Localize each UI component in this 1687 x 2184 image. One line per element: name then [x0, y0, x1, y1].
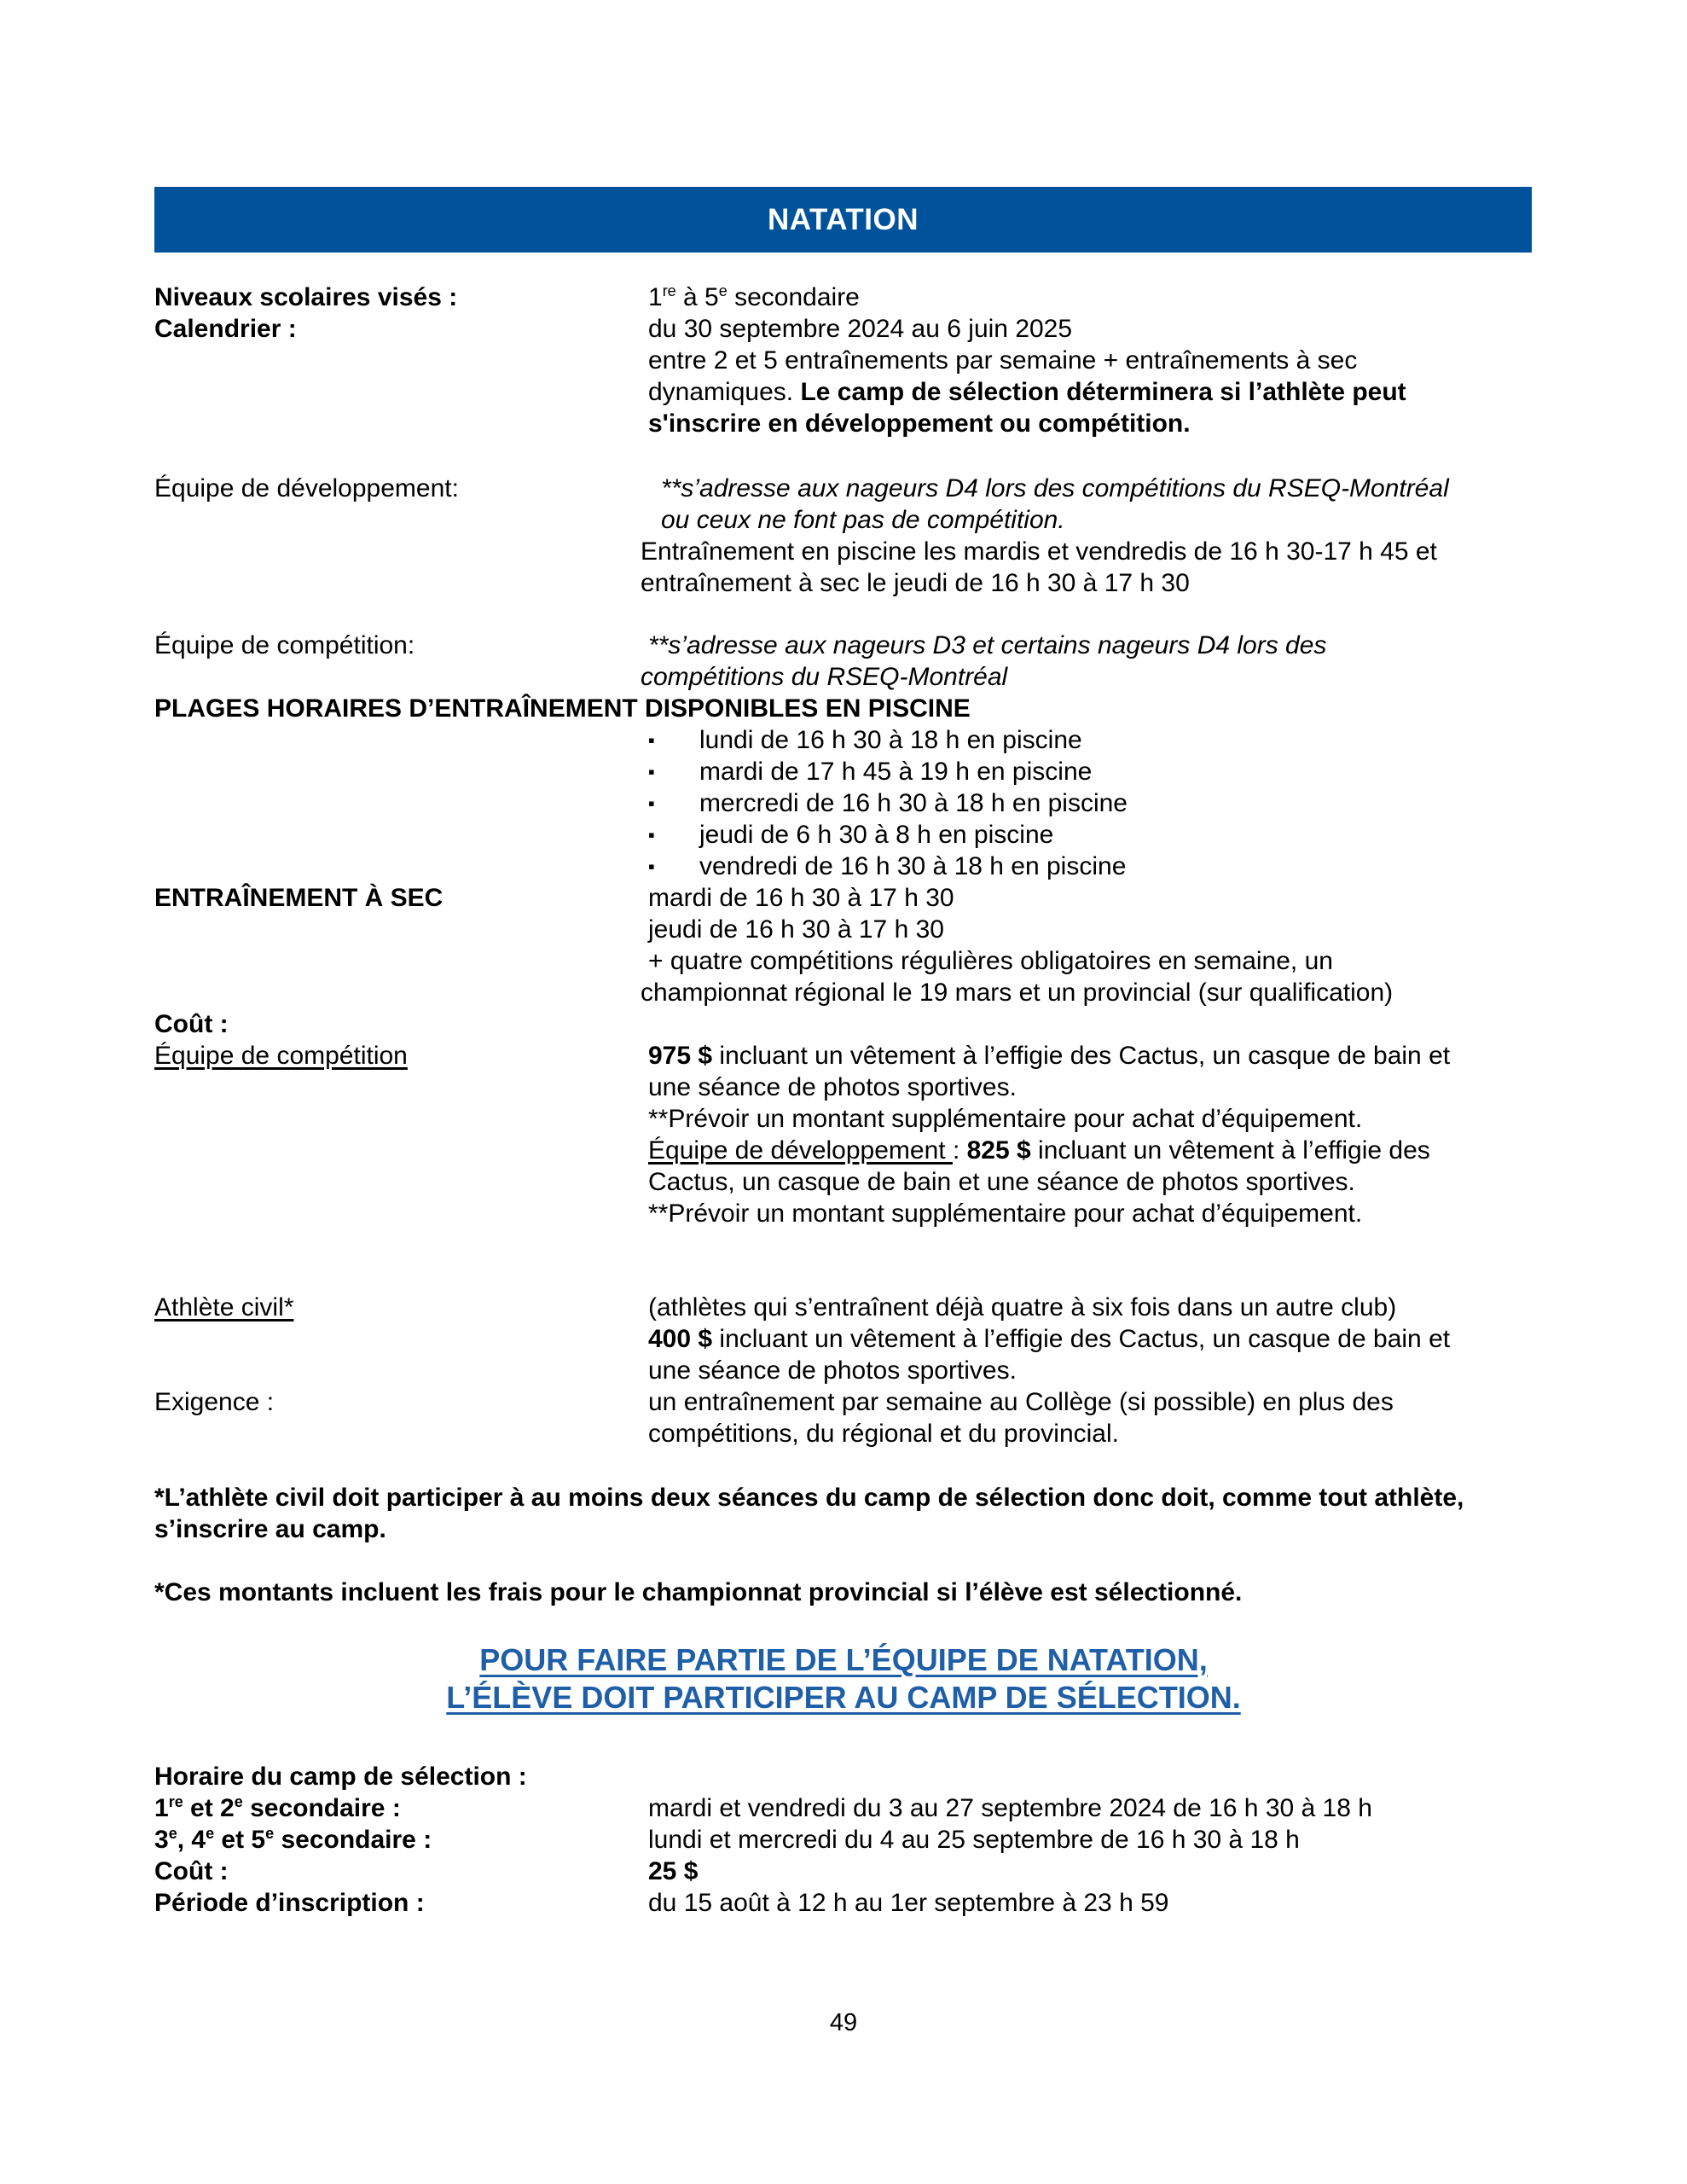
cta-line: POUR FAIRE PARTIE DE L’ÉQUIPE DE NATATION, [479, 1642, 1208, 1677]
civil-line: 400 $ incluant un vêtement à l’effigie des Cactus, un casque de bain et [648, 1325, 1451, 1353]
list-item: jeudi de 6 h 30 à 8 h en piscine [699, 821, 1054, 849]
cta-line: L’ÉLÈVE DOIT PARTICIPER AU CAMP DE SÉLECTION. [446, 1680, 1241, 1715]
civil-line: (athlètes qui s’entraînent déjà quatre à six fois dans un autre club) [648, 1293, 1397, 1321]
cout-competition-label: Équipe de compétition [154, 1042, 408, 1070]
camp-period-label: Période d’inscription : [154, 1889, 425, 1917]
note-civil: *L’athlète civil doit participer à au moins deux séances du camp de sélection donc doit, comme tout athlète, [154, 1484, 1464, 1512]
calendrier-line: entre 2 et 5 entraînements par semaine + entraînements à sec [648, 346, 1358, 375]
plages-heading: PLAGES HORAIRES D’ENTRAÎNEMENT DISPONIBLES EN PISCINE [154, 694, 971, 723]
bullet-icon: ▪ [648, 793, 655, 814]
calendrier-line: s'inscrire en développement ou compétition. [648, 410, 1191, 438]
competition-desc: compétitions du RSEQ-Montréal [641, 663, 1008, 691]
cout-developpement-line: Équipe de développement : 825 $ incluant un vêtement à l’effigie des [648, 1136, 1430, 1165]
cout-competition-line: une séance de photos sportives. [648, 1073, 1017, 1101]
developpement-desc: entraînement à sec le jeudi de 16 h 30 à 17 h 30 [641, 569, 1190, 597]
exigence-line: compétitions, du régional et du provincial. [648, 1420, 1119, 1448]
list-item: mardi de 17 h 45 à 19 h en piscine [699, 758, 1093, 786]
list-item: mercredi de 16 h 30 à 18 h en piscine [699, 789, 1128, 817]
exigence-line: un entraînement par semaine au Collège (si possible) en plus des [648, 1388, 1394, 1416]
calendrier-dates: du 30 septembre 2024 au 6 juin 2025 [648, 315, 1073, 343]
exigence-label: Exigence : [154, 1388, 275, 1416]
developpement-desc: ou ceux ne font pas de compétition. [661, 506, 1065, 534]
camp-period-value: du 15 août à 12 h au 1er septembre à 23 h 59 [648, 1889, 1169, 1917]
bullet-icon: ▪ [648, 856, 655, 877]
sec-line: championnat régional le 19 mars et un provincial (sur qualification) [641, 979, 1394, 1007]
cout-developpement-note: **Prévoir un montant supplémentaire pour achat d’équipement. [648, 1199, 1363, 1228]
developpement-desc: Entraînement en piscine les mardis et vendredis de 16 h 30-17 h 45 et [641, 537, 1437, 566]
competition-desc: **s’adresse aux nageurs D3 et certains nageurs D4 lors des [648, 631, 1327, 659]
competition-label: Équipe de compétition: [154, 631, 415, 659]
camp-heading: Horaire du camp de sélection : [154, 1763, 527, 1791]
developpement-desc: **s’adresse aux nageurs D4 lors des compétitions du RSEQ-Montréal [661, 474, 1449, 502]
sec-heading: ENTRAÎNEMENT À SEC [154, 884, 443, 912]
page-number: 49 [829, 2009, 858, 2036]
bullet-icon: ▪ [648, 824, 655, 845]
cout-competition-note: **Prévoir un montant supplémentaire pour achat d’équipement. [648, 1105, 1363, 1133]
civil-label: Athlète civil* [154, 1293, 294, 1321]
camp-row-label: 3e, 4e et 5e secondaire : [154, 1825, 432, 1854]
section-banner [154, 187, 1532, 253]
camp-cost-value: 25 $ [648, 1857, 699, 1885]
cout-label: Coût : [154, 1010, 229, 1038]
developpement-label: Équipe de développement: [154, 474, 459, 502]
list-item: vendredi de 16 h 30 à 18 h en piscine [699, 852, 1127, 880]
bullet-icon: ▪ [648, 761, 655, 782]
calendrier-line: dynamiques. Le camp de sélection déterminera si l’athlète peut [648, 378, 1406, 406]
niveaux-label: Niveaux scolaires visés : [154, 283, 458, 311]
sec-line: + quatre compétitions régulières obligatoires en semaine, un [648, 947, 1333, 975]
sec-line: jeudi de 16 h 30 à 17 h 30 [648, 915, 944, 944]
bullet-icon: ▪ [648, 729, 655, 751]
camp-row-value: mardi et vendredi du 3 au 27 septembre 2024 de 16 h 30 à 18 h [648, 1794, 1372, 1822]
camp-row-label: 1re et 2e secondaire : [154, 1793, 401, 1822]
list-item: lundi de 16 h 30 à 18 h en piscine [699, 726, 1082, 754]
section-title: NATATION [767, 202, 919, 236]
civil-line: une séance de photos sportives. [648, 1356, 1017, 1385]
camp-cost-label: Coût : [154, 1857, 229, 1885]
camp-row-value: lundi et mercredi du 4 au 25 septembre de 16 h 30 à 18 h [648, 1826, 1300, 1854]
cout-developpement-line: Cactus, un casque de bain et une séance de photos sportives. [648, 1168, 1355, 1196]
note-civil: s’inscrire au camp. [154, 1515, 386, 1543]
note-montants: *Ces montants incluent les frais pour le championnat provincial si l’élève est sélectionné. [154, 1578, 1243, 1606]
niveaux-value: 1re à 5e secondaire [648, 282, 860, 311]
calendrier-label: Calendrier : [154, 315, 297, 343]
cout-competition-line: 975 $ incluant un vêtement à l’effigie des Cactus, un casque de bain et [648, 1042, 1451, 1070]
sec-line: mardi de 16 h 30 à 17 h 30 [648, 884, 954, 912]
